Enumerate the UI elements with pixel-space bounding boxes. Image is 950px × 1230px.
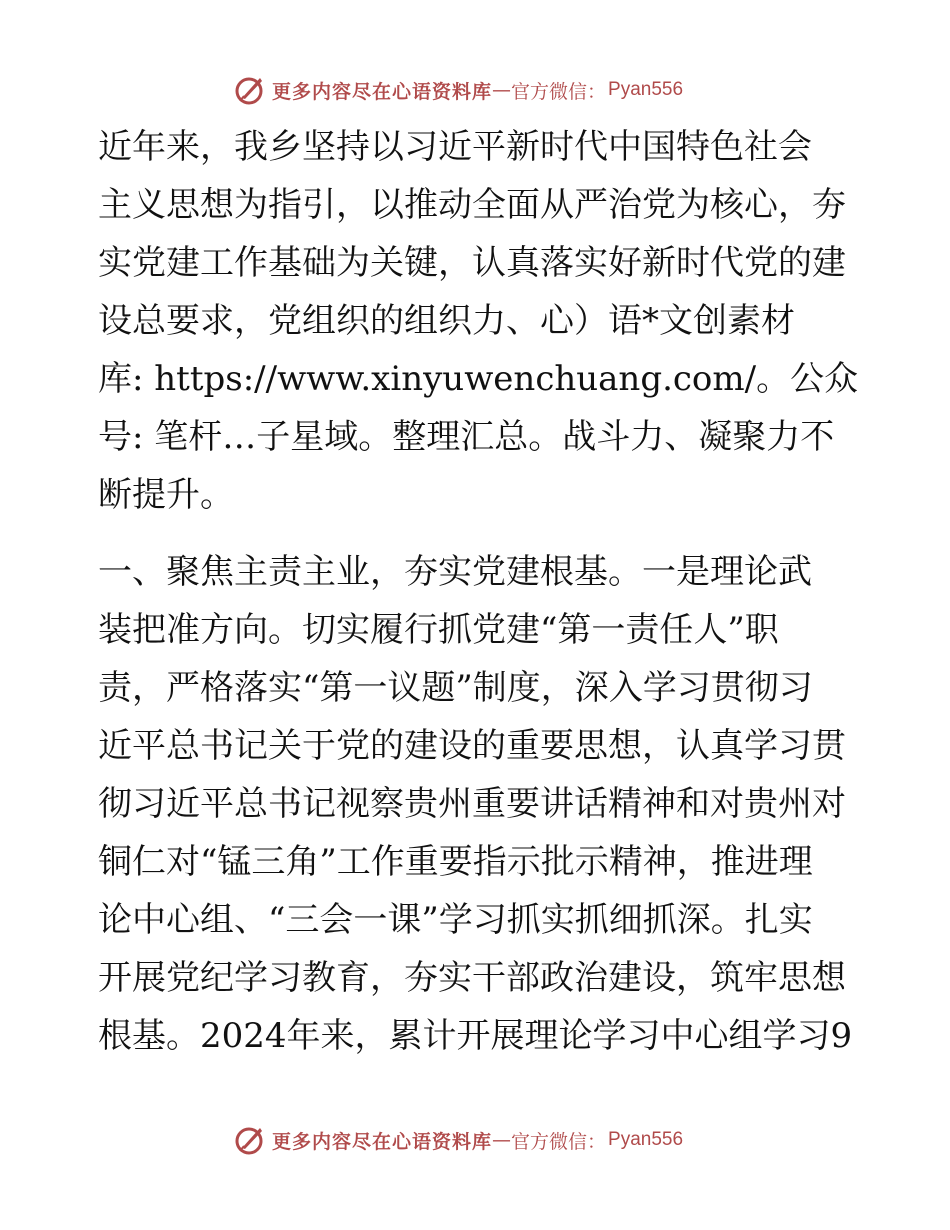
text-line: 责，严格落实“第一议题”制度，深入学习贯彻习: [98, 668, 813, 708]
footer-watermark-banner: [232, 1120, 752, 1160]
text-line: 一、聚焦主责主业，夯实党建根基。一是理论武: [98, 552, 812, 592]
banner-brand-text: 更多内容尽在心语资料库: [272, 80, 493, 103]
banner-wechat-label: 官方微信：: [511, 1130, 607, 1153]
banner-wechat-handle: Pyan556: [608, 79, 684, 100]
banner-wechat-label: 官方微信：: [511, 80, 607, 103]
text-line: 近平总书记关于党的建设的重要思想，认真学习贯: [98, 726, 846, 766]
text-line: 库: https://www.xinyuwenchuang.com/。公众: [98, 359, 859, 399]
text-line: 实党建工作基础为关键，认真落实好新时代党的建: [98, 243, 846, 283]
paragraph-section-one: [98, 543, 858, 1065]
text-line: 设总要求，党组织的组织力、心）语*文创素材: [98, 301, 795, 341]
text-line: 主义思想为指引，以推动全面从严治党为核心，夯: [98, 185, 846, 225]
text-line: 铜仁对“锰三角”工作重要指示批示精神，推进理: [98, 842, 813, 882]
banner-wechat-handle: Pyan556: [608, 1129, 684, 1150]
banner-dash: —: [492, 1129, 512, 1151]
banner-brand-text: 更多内容尽在心语资料库: [272, 1130, 493, 1153]
text-line: 断提升。: [98, 475, 234, 515]
text-line: 论中心组、“三会一课”学习抓实抓细抓深。扎实: [98, 900, 813, 940]
paragraph-intro: [98, 118, 858, 524]
quill-logo-icon: [232, 72, 268, 108]
text-line: 根基。2024年来，累计开展理论学习中心组学习9: [98, 1016, 853, 1056]
banner-dash: —: [492, 79, 512, 101]
text-line: 开展党纪学习教育，夯实干部政治建设，筑牢思想: [98, 958, 846, 998]
text-line: 号: 笔杆…子星域。整理汇总。战斗力、凝聚力不: [98, 417, 835, 457]
header-watermark-banner: [232, 70, 752, 110]
text-line: 近年来，我乡坚持以习近平新时代中国特色社会: [98, 127, 812, 167]
text-line: 装把准方向。切实履行抓党建“第一责任人”职: [98, 610, 779, 650]
text-line: 彻习近平总书记视察贵州重要讲话精神和对贵州对: [98, 784, 846, 824]
quill-logo-icon: [232, 1122, 268, 1158]
